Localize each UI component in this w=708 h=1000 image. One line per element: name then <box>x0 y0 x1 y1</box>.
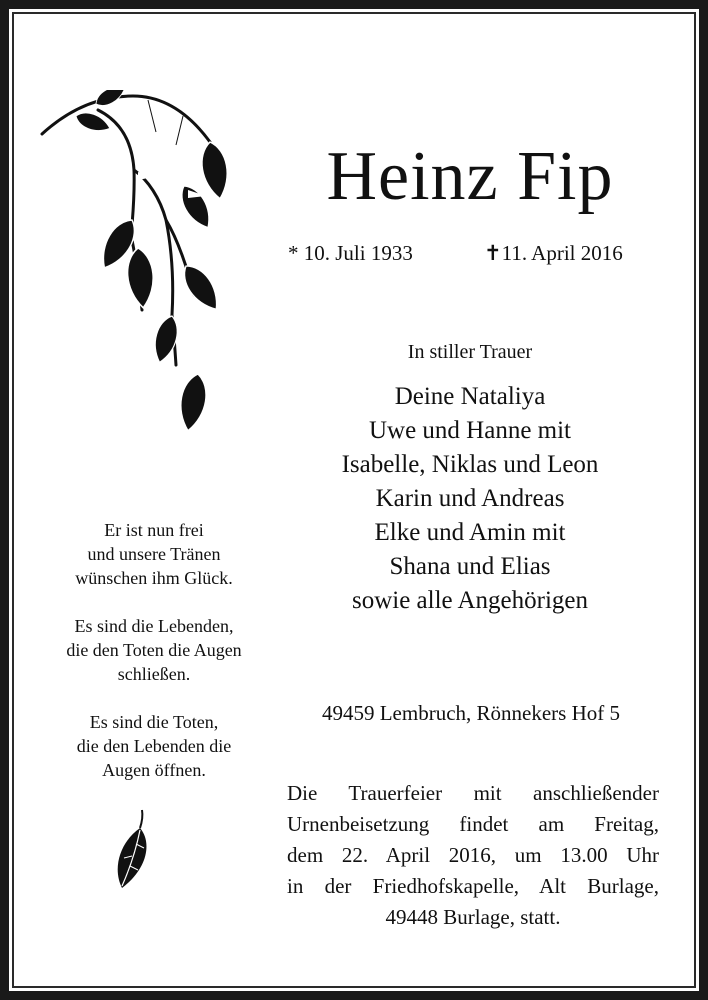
falling-leaf-icon <box>112 808 152 892</box>
poem <box>38 518 270 806</box>
death-date: ✝11. April 2016 <box>484 241 623 265</box>
deceased-name: Heinz Fip <box>326 138 614 215</box>
mourning-label: In stiller Trauer <box>407 341 533 363</box>
birth-date: * 10. Juli 1933 <box>288 241 413 265</box>
mourners-list <box>285 380 655 618</box>
ceremony-line: dem 22. April 2016, um 13.00 Uhr <box>287 843 659 867</box>
poem-line: die den Lebenden die <box>76 736 232 756</box>
poem-stanza <box>38 614 270 686</box>
mourner-line: Karin und Andreas <box>375 485 565 512</box>
mourner-line: Shana und Elias <box>389 553 551 580</box>
poem-stanza <box>38 518 270 590</box>
poem-line: schließen. <box>117 664 191 684</box>
poem-line: die den Toten die Augen <box>66 640 242 660</box>
mourner-line: Elke und Amin mit <box>374 519 566 546</box>
poem-line: und unsere Tränen <box>87 544 221 564</box>
poem-line: Augen öffnen. <box>102 760 206 780</box>
poem-line: Er ist nun frei <box>104 520 204 540</box>
mourner-line: sowie alle Angehörigen <box>351 587 589 614</box>
poem-line: Es sind die Lebenden, <box>74 616 234 636</box>
poem-stanza <box>38 710 270 782</box>
ceremony-line: Urnenbeisetzung findet am Freitag, <box>287 812 659 836</box>
leafy-branch-icon <box>38 90 238 460</box>
ceremony-notice <box>287 778 659 933</box>
poem-line: Es sind die Toten, <box>89 712 219 732</box>
ceremony-line: Die Trauerfeier mit anschließender <box>287 781 659 805</box>
mourner-line: Isabelle, Niklas und Leon <box>341 451 599 478</box>
family-address: 49459 Lembruch, Rönnekers Hof 5 <box>321 701 621 725</box>
mourner-line: Deine Nataliya <box>394 383 546 410</box>
ceremony-line: 49448 Burlage, statt. <box>385 905 561 929</box>
mourner-line: Uwe und Hanne mit <box>368 417 572 444</box>
poem-line: wünschen ihm Glück. <box>75 568 233 588</box>
ceremony-line: in der Friedhofskapelle, Alt Burlage, <box>287 874 659 898</box>
